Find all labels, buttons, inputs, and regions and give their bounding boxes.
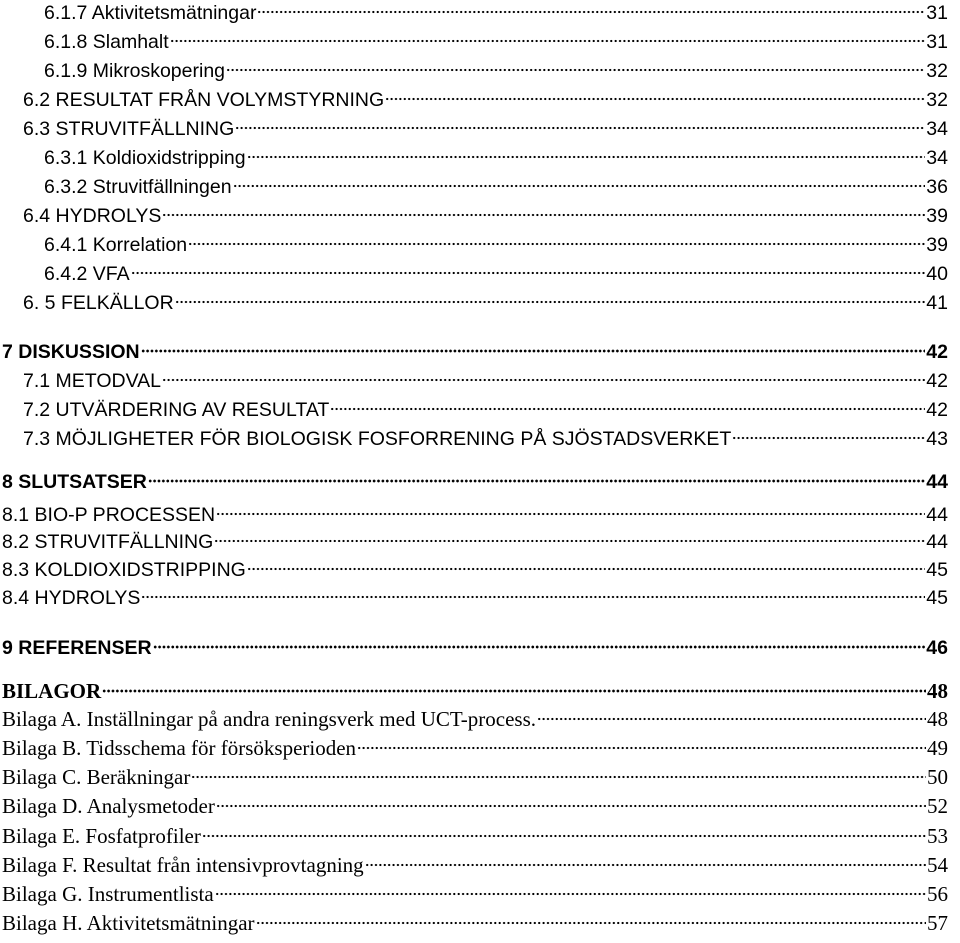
- toc-dot-leader: [191, 775, 926, 779]
- toc-entry-page: 42: [926, 370, 948, 392]
- toc-entry-title: 6.3 STRUVITFÄLLNING: [23, 118, 235, 140]
- toc-entry-page: 44: [926, 531, 948, 553]
- toc-entry-page: 49: [927, 736, 948, 760]
- toc-entry-bilaga-d[interactable]: [2, 793, 948, 819]
- toc-dot-leader: [202, 834, 926, 838]
- toc-entry-page: 34: [926, 147, 948, 169]
- toc-entry-title: Bilaga H. Aktivitetsmätningar: [2, 911, 255, 935]
- toc-entry-8-3[interactable]: [2, 557, 948, 583]
- toc-entry-page: 31: [926, 2, 948, 24]
- toc-entry-title: 8.3 KOLDIOXIDSTRIPPING: [2, 559, 246, 581]
- toc-entry-bilaga-a[interactable]: [2, 706, 948, 732]
- toc-entry-8-2[interactable]: [2, 529, 948, 555]
- toc-dot-leader: [235, 126, 925, 130]
- toc-entry-page: 45: [926, 587, 948, 609]
- toc-dot-leader: [153, 645, 926, 649]
- toc-entry-page: 32: [926, 89, 948, 111]
- toc-entry-title: 6.3.2 Struvitfällningen: [44, 176, 232, 198]
- toc-dot-leader: [214, 539, 925, 543]
- toc-entry-title: 6.1.8 Slamhalt: [44, 31, 169, 53]
- toc-dot-leader: [170, 39, 926, 43]
- toc-entry-7-1[interactable]: [23, 368, 948, 394]
- toc-dot-leader: [175, 300, 926, 304]
- toc-dot-leader: [148, 479, 925, 483]
- toc-entry-page: 36: [926, 176, 948, 198]
- toc-entry-bilagor[interactable]: [2, 678, 948, 704]
- toc-entry-title: Bilaga F. Resultat från intensivprovtagning: [2, 853, 364, 877]
- toc-dot-leader: [216, 804, 926, 808]
- toc-dot-leader: [141, 595, 925, 599]
- toc-dot-leader: [188, 242, 925, 246]
- toc-entry-7-3[interactable]: [23, 426, 948, 452]
- toc-entry-title: 6.1.9 Mikroskopering: [44, 60, 226, 82]
- toc-entry-page: 43: [926, 428, 948, 450]
- toc-dot-leader: [247, 155, 926, 159]
- toc-dot-leader: [385, 97, 925, 101]
- toc-entry-6-4-2[interactable]: [44, 261, 948, 287]
- toc-dot-leader: [102, 689, 926, 693]
- toc-entry-page: 42: [926, 399, 948, 421]
- toc-dot-leader: [215, 892, 926, 896]
- toc-entry-title: 8.2 STRUVITFÄLLNING: [2, 531, 214, 553]
- toc-entry-title: 7.1 METODVAL: [23, 370, 161, 392]
- toc-entry-6-5[interactable]: [23, 290, 948, 316]
- toc-entry-title: 6.1.7 Aktivitetsmätningar: [44, 2, 257, 24]
- toc-entry-6-2[interactable]: [23, 87, 948, 113]
- toc-entry-bilaga-c[interactable]: [2, 764, 948, 790]
- toc-entry-page: 41: [926, 292, 948, 314]
- toc-entry-title: Bilaga G. Instrumentlista: [2, 882, 214, 906]
- toc-entry-page: 57: [927, 911, 948, 935]
- toc-entry-title: Bilaga D. Analysmetoder: [2, 794, 215, 818]
- toc-entry-6-4-1[interactable]: [44, 232, 948, 258]
- toc-entry-title: Bilaga A. Inställningar på andra reningsverk med UCT-process.: [2, 707, 537, 731]
- toc-entry-page: 42: [926, 341, 948, 363]
- toc-entry-title: 7.3 MÖJLIGHETER FÖR BIOLOGISK FOSFORRENING PÅ SJÖSTADSVERKET: [23, 428, 732, 450]
- toc-dot-leader: [330, 407, 925, 411]
- toc-entry-title: 7 DISKUSSION: [2, 341, 140, 363]
- toc-entry-page: 39: [926, 234, 948, 256]
- toc-entry-6-1-9[interactable]: [44, 58, 948, 84]
- toc-entry-title: 6. 5 FELKÄLLOR: [23, 292, 174, 314]
- toc-dot-leader: [162, 378, 925, 382]
- toc-entry-page: 34: [926, 118, 948, 140]
- toc-entry-title: 8 SLUTSATSER: [2, 471, 147, 493]
- toc-entry-title: 9 REFERENSER: [2, 637, 152, 659]
- toc-dot-leader: [357, 746, 926, 750]
- toc-entry-page: 54: [927, 853, 948, 877]
- toc-entry-page: 40: [926, 263, 948, 285]
- toc-entry-page: 32: [926, 60, 948, 82]
- toc-entry-bilaga-b[interactable]: [2, 735, 948, 761]
- toc-entry-page: 39: [926, 205, 948, 227]
- toc-entry-bilaga-h[interactable]: [2, 910, 948, 936]
- toc-entry-6-3[interactable]: [23, 116, 948, 142]
- toc-entry-6-4[interactable]: [23, 203, 948, 229]
- toc-entry-bilaga-g[interactable]: [2, 881, 948, 907]
- toc-dot-leader: [365, 863, 926, 867]
- toc-dot-leader: [141, 349, 926, 353]
- toc-entry-title: 7.2 UTVÄRDERING AV RESULTAT: [23, 399, 330, 421]
- toc-dot-leader: [257, 10, 925, 14]
- toc-dot-leader: [226, 68, 925, 72]
- toc-entry-title: Bilaga E. Fosfatprofiler: [2, 824, 201, 848]
- toc-entry-title: 6.2 RESULTAT FRÅN VOLYMSTYRNING: [23, 89, 385, 111]
- toc-dot-leader: [233, 184, 926, 188]
- toc-entry-title: 6.4.1 Korrelation: [44, 234, 188, 256]
- toc-entry-title: Bilaga B. Tidsschema för försöksperioden: [2, 736, 357, 760]
- toc-entry-8[interactable]: [2, 469, 948, 495]
- toc-entry-7[interactable]: [2, 339, 948, 365]
- toc-entry-6-3-2[interactable]: [44, 174, 948, 200]
- toc-dot-leader: [162, 213, 925, 217]
- toc-entry-6-3-1[interactable]: [44, 145, 948, 171]
- toc-entry-page: 48: [927, 707, 948, 731]
- toc-entry-title: 8.1 BIO-P PROCESSEN: [2, 504, 216, 526]
- toc-entry-page: 45: [926, 559, 948, 581]
- toc-entry-bilaga-e[interactable]: [2, 823, 948, 849]
- toc-entry-9[interactable]: [2, 635, 948, 661]
- toc-entry-8-1[interactable]: [2, 502, 948, 528]
- toc-entry-7-2[interactable]: [23, 397, 948, 423]
- toc-entry-page: 44: [926, 471, 948, 493]
- toc-entry-page: 50: [927, 765, 948, 789]
- toc-entry-page: 56: [927, 882, 948, 906]
- toc-entry-title: Bilaga C. Beräkningar: [2, 765, 191, 789]
- toc-entry-title: 8.4 HYDROLYS: [2, 587, 141, 609]
- toc-dot-leader: [247, 567, 925, 571]
- toc-entry-title: 6.3.1 Koldioxidstripping: [44, 147, 246, 169]
- toc-entry-title: 6.4 HYDROLYS: [23, 205, 162, 227]
- toc-entry-6-1-8[interactable]: [44, 29, 948, 55]
- toc-entry-6-1-7[interactable]: [44, 0, 948, 26]
- toc-dot-leader: [537, 717, 926, 721]
- toc-entry-title: 6.4.2 VFA: [44, 263, 130, 285]
- toc-entry-page: 46: [926, 637, 948, 659]
- toc-dot-leader: [732, 436, 925, 440]
- toc-entry-title: BILAGOR: [2, 679, 102, 703]
- toc-entry-bilaga-f[interactable]: [2, 852, 948, 878]
- toc-entry-page: 48: [927, 679, 948, 703]
- toc-entry-page: 31: [926, 31, 948, 53]
- toc-dot-leader: [131, 271, 926, 275]
- toc-entry-8-4[interactable]: [2, 585, 948, 611]
- toc-entry-page: 52: [927, 794, 948, 818]
- toc-dot-leader: [216, 512, 925, 516]
- toc-entry-page: 53: [927, 824, 948, 848]
- toc-entry-page: 44: [926, 504, 948, 526]
- toc-dot-leader: [256, 921, 926, 925]
